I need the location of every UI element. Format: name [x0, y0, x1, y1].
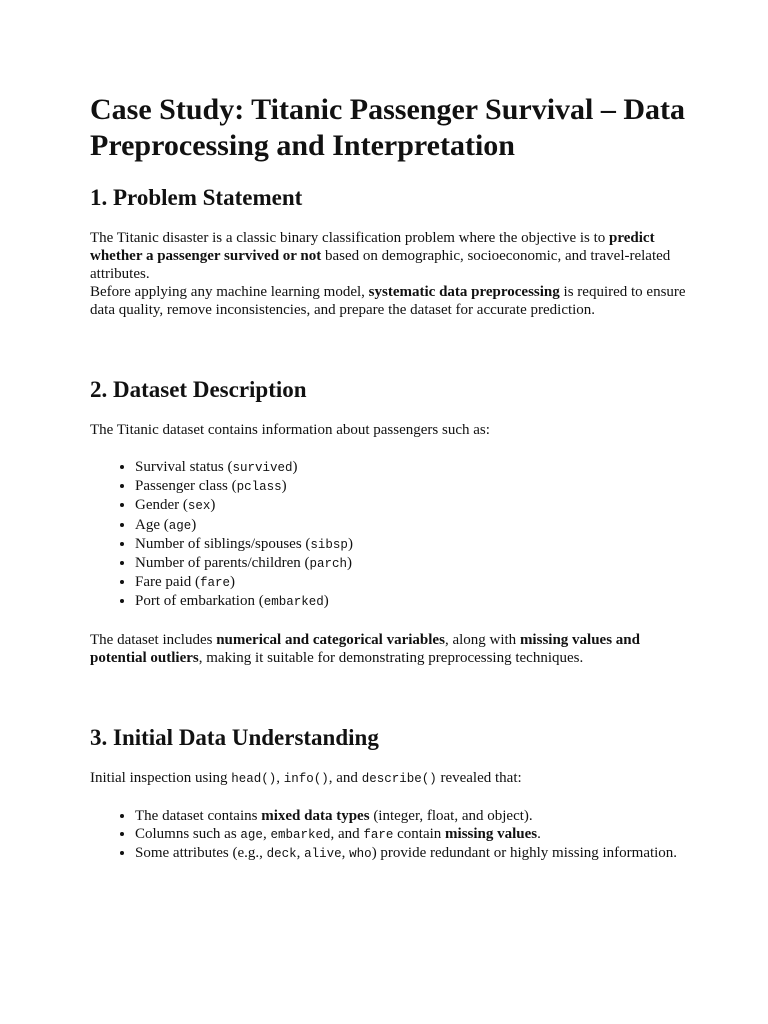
item-end: ): [347, 535, 353, 552]
item-label: Age (: [135, 516, 169, 533]
list-item: [135, 535, 690, 554]
text-run: ,: [341, 845, 350, 862]
item-end: ): [347, 555, 353, 572]
column-name: who: [349, 847, 372, 862]
list-item: [135, 592, 690, 611]
dataset-intro: The Titanic dataset contains information about passengers such as:: [90, 422, 490, 438]
preprocessing-paragraph: [90, 283, 690, 319]
text-run: contain: [393, 825, 446, 842]
text-run: ,: [276, 769, 284, 786]
column-name: sex: [187, 499, 211, 514]
function-name: head(): [231, 771, 277, 786]
column-name: embarked: [263, 595, 324, 610]
dataset-outro: [90, 631, 690, 667]
column-name: fare: [199, 576, 230, 591]
list-item: [135, 496, 690, 515]
text-run: Columns such as: [135, 825, 241, 842]
list-item: [135, 554, 690, 573]
text-run: The dataset includes: [90, 631, 217, 648]
item-label: Passenger class (: [135, 478, 237, 495]
section-heading-dataset-description: 2. Dataset Description: [90, 377, 307, 402]
dataset-attribute-list: [90, 458, 690, 612]
text-run: ) provide redundant or highly missing information.: [371, 845, 678, 862]
text-run: is required to ensure data quality, remove inconsistencies, and prepare the dataset for accurate prediction.: [90, 284, 686, 318]
item-end: ): [210, 497, 216, 514]
column-name: deck: [266, 847, 297, 862]
list-item: [135, 458, 690, 477]
section-heading-initial-data-understanding: 3. Initial Data Understanding: [90, 724, 379, 750]
function-name: info(): [283, 771, 329, 786]
problem-paragraph: [90, 229, 690, 283]
function-name: describe(): [361, 771, 437, 786]
column-name: parch: [309, 557, 348, 572]
item-label: Number of siblings/spouses (: [135, 535, 311, 552]
text-run: , along with: [444, 631, 520, 648]
item-label: Gender (: [135, 497, 188, 514]
text-run: Initial inspection using: [90, 769, 232, 786]
item-label: Fare paid (: [135, 574, 200, 591]
item-end: ): [281, 478, 287, 495]
list-item: [135, 573, 690, 592]
text-run: The dataset contains: [135, 807, 262, 824]
item-end: ): [323, 593, 329, 610]
bold-run: missing values and potential outliers: [90, 631, 640, 666]
list-item: [135, 825, 690, 844]
text-run: , making it suitable for demonstrating preprocessing techniques.: [198, 649, 584, 666]
text-run: (integer, float, and object).: [369, 807, 533, 824]
bold-run: numerical and categorical variables: [216, 631, 445, 648]
inspection-intro: [90, 769, 690, 788]
findings-list: [90, 807, 690, 864]
list-item: [135, 807, 690, 825]
text-run: based on demographic, socioeconomic, and travel-related attributes.: [90, 248, 671, 282]
text-run: Before applying any machine learning model,: [90, 284, 369, 300]
text-run: , and: [328, 769, 362, 786]
list-item: [135, 516, 690, 535]
bold-run: systematic data preprocessing: [368, 284, 560, 300]
document-title: Case Study: Titanic Passenger Survival – Data Preprocessing and Interpretation: [90, 93, 686, 162]
column-name: fare: [363, 827, 394, 842]
text-run: revealed that:: [436, 769, 522, 786]
item-end: ): [292, 459, 298, 475]
column-name: sibsp: [310, 537, 348, 552]
item-label: Survival status (: [135, 459, 233, 475]
text-run: The Titanic disaster is a classic binary classification problem where the objective is to: [90, 230, 610, 246]
text-run: .: [537, 825, 541, 842]
document-page: [90, 92, 690, 863]
text-run: ,: [296, 845, 305, 862]
text-run: ,: [262, 825, 271, 842]
item-label: Port of embarkation (: [135, 593, 264, 610]
item-end: ): [191, 516, 197, 533]
bold-run: predict whether a passenger survived or not: [90, 230, 655, 264]
column-name: embarked: [270, 827, 331, 842]
column-name: age: [168, 518, 192, 533]
section-heading-problem-statement: 1. Problem Statement: [90, 185, 303, 210]
list-item: [135, 477, 690, 496]
list-item: [135, 844, 690, 863]
bold-run: missing values: [445, 825, 538, 842]
column-name: survived: [232, 461, 293, 475]
text-run: Some attributes (e.g.,: [135, 845, 267, 862]
column-name: age: [240, 827, 263, 842]
item-label: Number of parents/children (: [135, 555, 310, 572]
bold-run: mixed data types: [261, 807, 370, 824]
text-run: , and: [330, 825, 364, 842]
item-end: ): [230, 574, 235, 591]
column-name: pclass: [236, 480, 282, 495]
column-name: alive: [304, 847, 342, 862]
